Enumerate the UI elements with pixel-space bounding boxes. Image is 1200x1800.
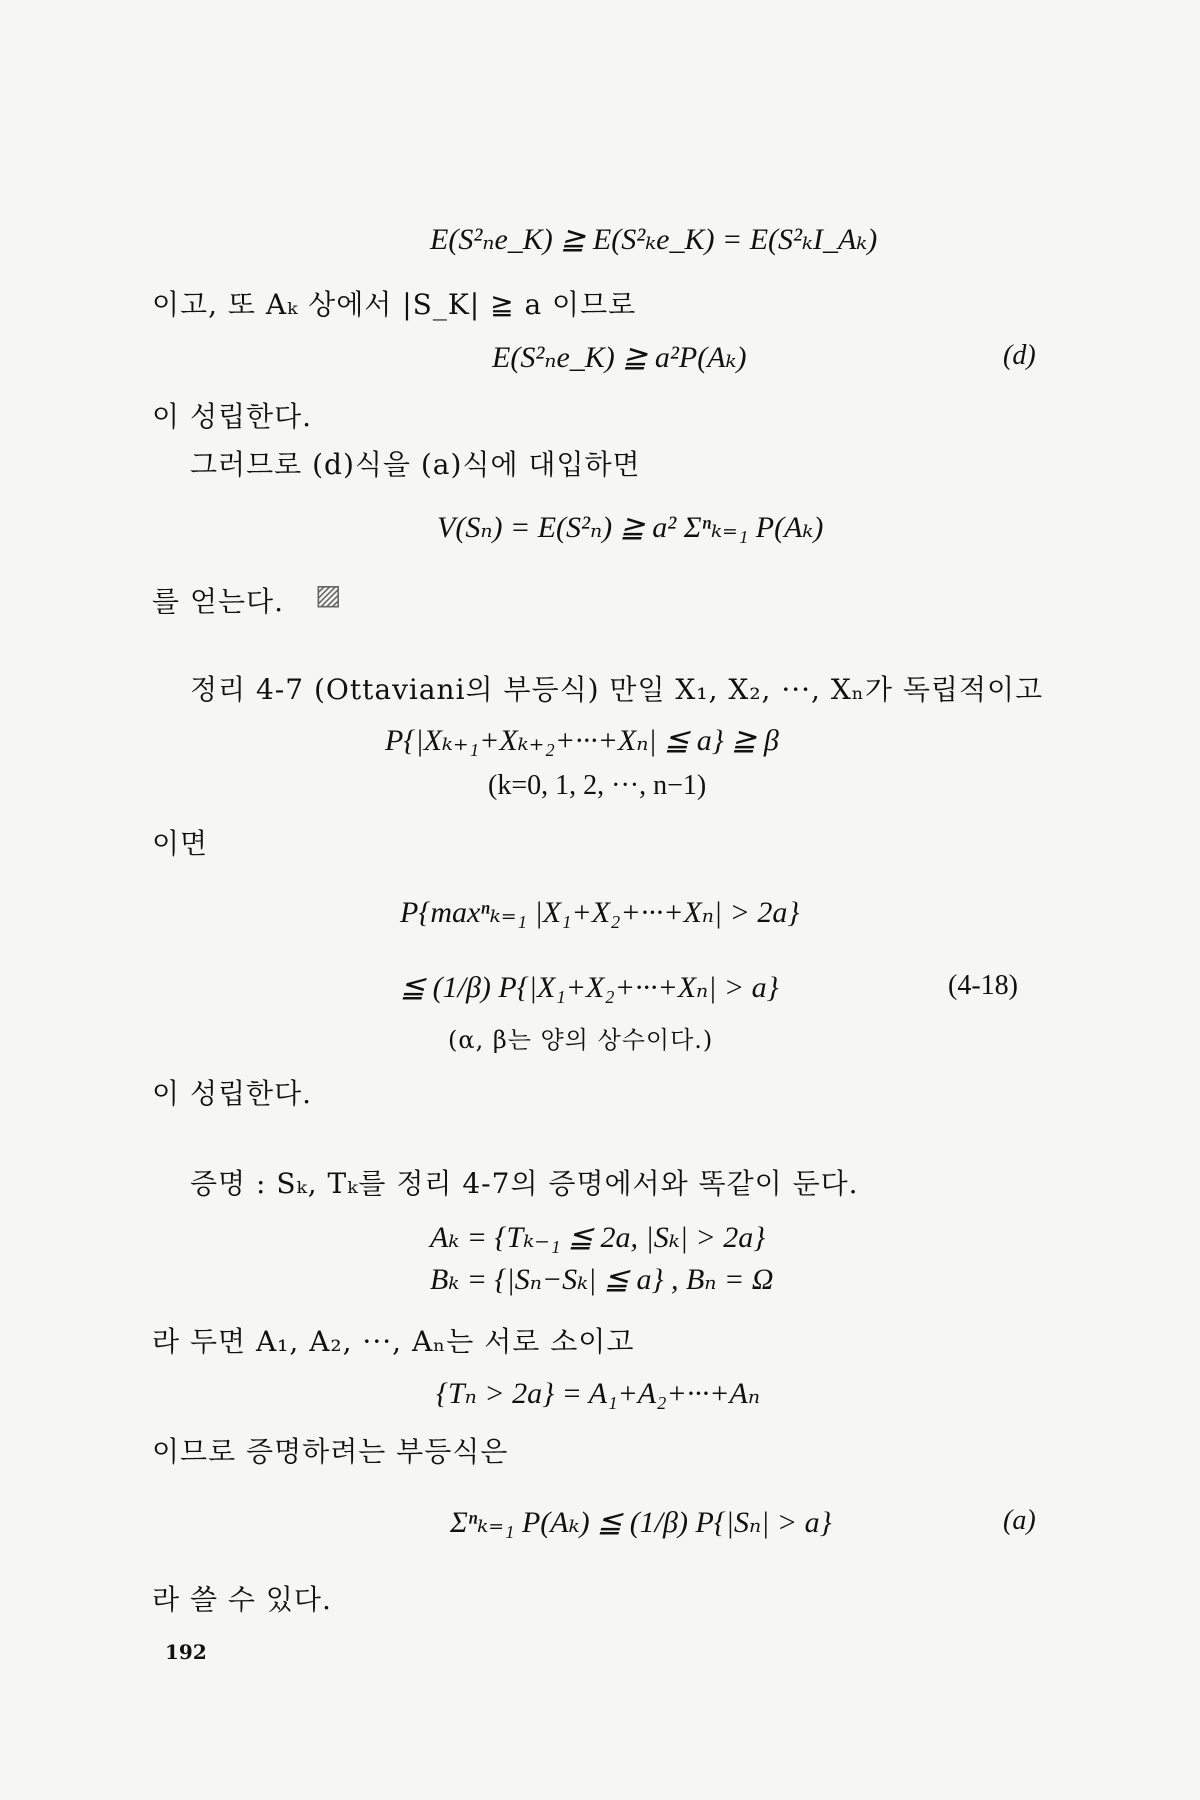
equation-3: V(Sₙ) = E(S²ₙ) ≧ a² Σⁿₖ₌₁ P(Aₖ) (437, 511, 824, 544)
equation-10: Σⁿₖ₌₁ P(Aₖ) ≦ (1/β) P{|Sₙ| > a} (450, 1506, 832, 1539)
paragraph-7: 라 두면 A₁, A₂, ···, Aₙ는 서로 소이고 (152, 1325, 635, 1358)
paragraph-5: 이면 (152, 827, 209, 860)
equation-1: E(S²ₙe_K) ≧ E(S²ₖe_K) = E(S²ₖI_Aₖ) (430, 223, 878, 256)
equation-8: Bₖ = {|Sₙ−Sₖ| ≦ a} , Bₙ = Ω (430, 1263, 774, 1296)
paragraph-1: 이고, 또 Aₖ 상에서 |S_K| ≧ a 이므로 (152, 288, 637, 321)
theorem-statement: 정리 4-7 (Ottaviani의 부등식) 만일 X₁, X₂, ···, Xₙ가 독립적이고 (190, 673, 1044, 706)
qed-mark: ▨ (315, 578, 343, 611)
equation-9: {Tₙ > 2a} = A₁+A₂+···+Aₙ (436, 1377, 761, 1410)
paragraph-9: 라 쓸 수 있다. (152, 1583, 332, 1616)
equation-10-label: (a) (1003, 1505, 1036, 1536)
equation-2: E(S²ₙe_K) ≧ a²P(Aₖ) (492, 341, 747, 374)
page-number: 192 (165, 1640, 207, 1664)
equation-6-note: (α, β는 양의 상수이다.) (448, 1026, 714, 1054)
paragraph-6: 이 성립한다. (152, 1077, 313, 1110)
equation-4-condition: (k=0, 1, 2, ···, n−1) (488, 770, 707, 801)
equation-6-label: (4-18) (948, 970, 1018, 1001)
equation-5: P{maxⁿₖ₌₁ |X₁+X₂+···+Xₙ| > 2a} (400, 896, 800, 929)
paragraph-2: 이 성립한다. (152, 400, 313, 433)
equation-7: Aₖ = {Tₖ₋₁ ≦ 2a, |Sₖ| > 2a} (430, 1221, 766, 1254)
equation-2-label: (d) (1003, 340, 1036, 371)
paragraph-8: 이므로 증명하려는 부등식은 (152, 1435, 509, 1468)
paragraph-4: 를 얻는다. (152, 585, 284, 618)
equation-4: P{|Xₖ₊₁+Xₖ₊₂+···+Xₙ| ≦ a} ≧ β (385, 724, 779, 757)
paragraph-3: 그러므로 (d)식을 (a)식에 대입하면 (190, 448, 641, 481)
proof-statement: 증명 : Sₖ, Tₖ를 정리 4-7의 증명에서와 똑같이 둔다. (190, 1167, 859, 1200)
equation-6: ≦ (1/β) P{|X₁+X₂+···+Xₙ| > a} (400, 971, 779, 1004)
